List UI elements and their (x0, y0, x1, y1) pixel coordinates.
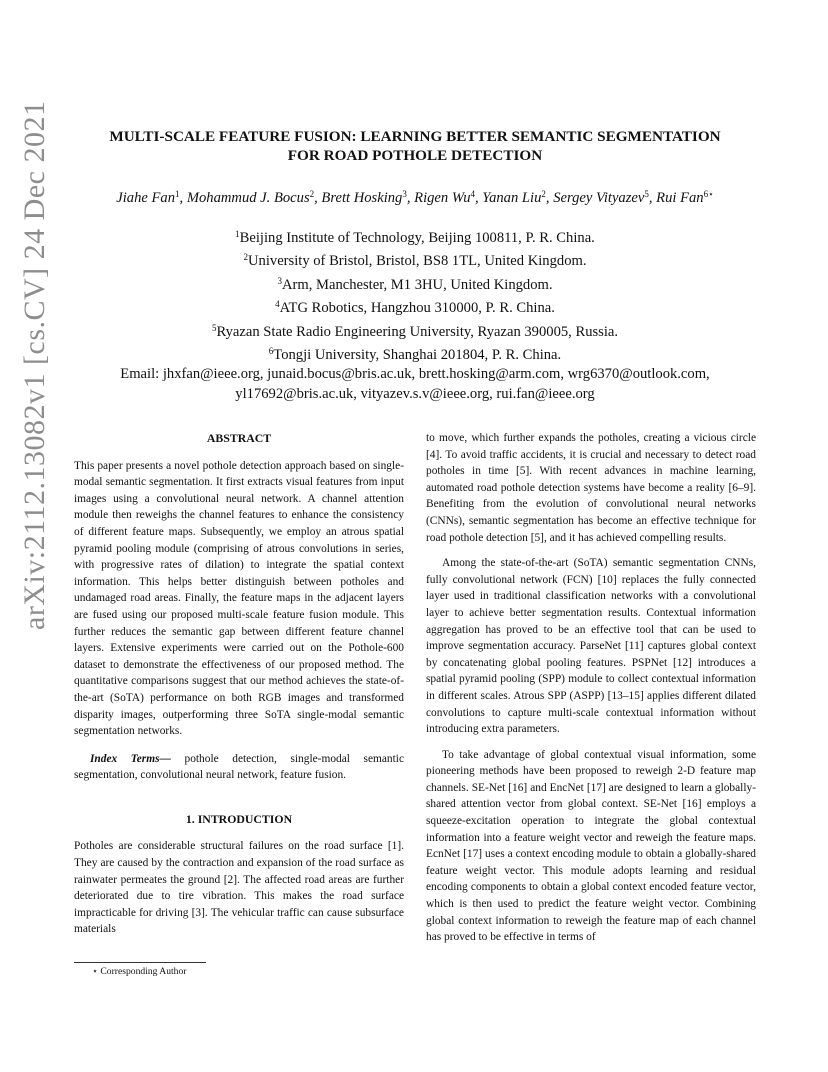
author-affil-mark: 2 (309, 189, 315, 199)
intro-paragraph-1: Potholes are considerable structural failures on the road surface [1]. They are caused by the contraction and expansion of the road surface as rainwater permeates the ground [2]. The affected road areas are further deteriorated due to tire vibration. This makes the road surface impracticable for driving [3]. The vehicular traffic can cause subsurface materials (74, 840, 404, 936)
footnote-corresponding-author: ⋆ Corresponding Author (92, 966, 187, 977)
author-list: Jiahe Fan$^1$, Mohammud J. Bocus$^2$, Brett Hosking$^3$, Rigen Wu$^4$, Yanan Liu$^2$, Sergey Vityazev$^5$, Rui Fan$^{6⋆}$ (116, 189, 714, 206)
author-affil-mark: 2 (541, 189, 546, 199)
affiliation-text: Arm, Manchester, M1 3HU, United Kingdom. (281, 276, 553, 293)
author: Mohammud J. Bocus (186, 190, 310, 206)
affiliation-mark: 5 (211, 322, 217, 333)
affiliation-text: Tongji University, Shanghai 201804, P. R. China. (273, 347, 562, 364)
author-affil-mark: 4 (470, 189, 475, 199)
affiliation-mark: 6 (268, 346, 274, 357)
author: Sergey Vityazev (553, 190, 645, 206)
index-terms-text: pothole detection, single-modal semantic segmentation, convolutional neural network, feature fusion. (74, 752, 405, 782)
footnote-divider (74, 962, 206, 963)
author: Yanan Liu (482, 190, 542, 206)
paper-title (74, 127, 756, 165)
affiliation-text: Ryazan State Radio Engineering University, Ryazan 390005, Russia. (216, 323, 619, 340)
author: Rui Fan (656, 190, 704, 206)
abstract-body: This paper presents a novel pothole detection approach based on single-modal semantic segmentation. It first extracts visual features from input images using a convolutional neural network. A channel attention module then reweighs the channel features to enhance the consistency of different feature maps. Subsequently, we employ an atrous spatial pyramid pooling module (comprising of atrous convolutions in series, with progressive rates of dilation) to integrate the spatial context information. This helps better distinguish between potholes and undamaged road areas. Finally, the feature maps in the adjacent layers are fused using our proposed multi-scale feature fusion module. This further reduces the semantic gap between different feature channel layers. Extensive experiments were carried out on the Pothole-600 dataset to demonstrate the effectiveness of our proposed method. The quantitative comparisons suggest that our method achieves the state-of-the-art (SoTA) performance on both RGB images and transformed disparity images, outperforming three SoTA single-modal semantic segmentation networks. (74, 459, 404, 738)
affiliation (74, 248, 756, 271)
intro-paragraph-3: To take advantage of global contextual visual information, some pioneering methods have been proposed to reweigh 2-D feature map channels. SE-Net [16] and EncNet [17] are designed to learn a globally-shared attention vector from global context. SE-Net [16] employs a squeeze-excitation operation to integrate the global contextual information into a feature weight vector and reweigh the feature maps. EcnNet [17] uses a context encoding module to obtain a globally-shared feature weight vector. This module adopts learning and residual encoding components to obtain a global context encoded feature vector, which is then used to predict the feature weight vector. Combining global context information to reweigh the feature map of each channel has proved to be effective in terms of (426, 748, 756, 944)
affiliation-mark: 3 (277, 275, 282, 286)
affiliation-mark: 2 (243, 252, 248, 263)
arxiv-identifier-stamp: arXiv:2112.13082v1 [cs.CV] 24 Dec 2021 (18, 100, 51, 630)
index-terms-label: Index Terms— (90, 752, 171, 765)
left-column (74, 430, 404, 938)
email-line-1: Email: jhxfan@ieee.org, junaid.bocus@bris.ac.uk, brett.hosking@arm.com, wrg6370@outlook.com, (120, 366, 710, 383)
affiliation (74, 272, 756, 295)
author: Rigen Wu (414, 190, 471, 206)
title-line-1: MULTI-SCALE FEATURE FUSION: LEARNING BETTER SEMANTIC SEGMENTATION (109, 128, 721, 145)
intro-paragraph-1-continued: to move, which further expands the potholes, creating a vicious circle [4]. To avoid traffic accidents, it is crucial and necessary to detect road potholes in time [5]. With recent advances in machine learning, automated road pothole detection systems have become a reality [6–9]. Benefiting from the evolution of convolutional neural networks (CNNs), semantic segmentation has become an effective technique for road pothole detection [5], and it has achieved compelling results. (426, 432, 756, 544)
affiliation (74, 295, 756, 318)
affiliations (74, 225, 756, 404)
author: Brett Hosking (321, 190, 403, 206)
introduction-heading: 1. INTRODUCTION (185, 811, 293, 826)
affiliation (74, 225, 756, 248)
affiliation-text: Beijing Institute of Technology, Beijing 100811, P. R. China. (239, 230, 595, 246)
email-line-2: yl17692@bris.ac.uk, vityazev.s.v@ieee.org, rui.fan@ieee.org (235, 385, 595, 402)
author-affil-mark: 5 (644, 189, 649, 199)
author-affil-mark: 6⋆ (703, 189, 714, 199)
affiliation-text: University of Bristol, Bristol, BS8 1TL, United Kingdom. (248, 253, 587, 270)
index-terms (74, 751, 404, 784)
author: Jiahe Fan (116, 190, 176, 206)
author-affil-mark: 3 (402, 189, 407, 199)
right-column (426, 430, 756, 946)
intro-paragraph-2: Among the state-of-the-art (SoTA) semantic segmentation CNNs, fully convolutional network (FCN) [10] replaces the fully connected layer used in traditional classification networks with a convolutional layer to achieve better segmentation results. Contextual information aggregation has proved to be an effective tool that can be used to improve segmentation accuracy. ParseNet [11] captures global context by concatenating global pooling features. PSPNet [12] introduces a spatial pyramid pooling (SPP) module to collect contextual information in different scales. Atrous SPP (ASPP) [13–15] applies different dilated convolutions to capture multi-scale contextual information without introducing extra parameters. (426, 557, 756, 736)
affiliation (74, 319, 756, 342)
title-line-2: FOR ROAD POTHOLE DETECTION (287, 147, 543, 164)
author-affil-mark: 1 (175, 189, 180, 199)
affiliation-mark: 1 (235, 229, 240, 239)
affiliation (74, 342, 756, 365)
abstract-heading: ABSTRACT (206, 431, 272, 445)
affiliation-mark: 4 (275, 299, 280, 310)
affiliation-text: ATG Robotics, Hangzhou 310000, P. R. China. (279, 300, 555, 317)
